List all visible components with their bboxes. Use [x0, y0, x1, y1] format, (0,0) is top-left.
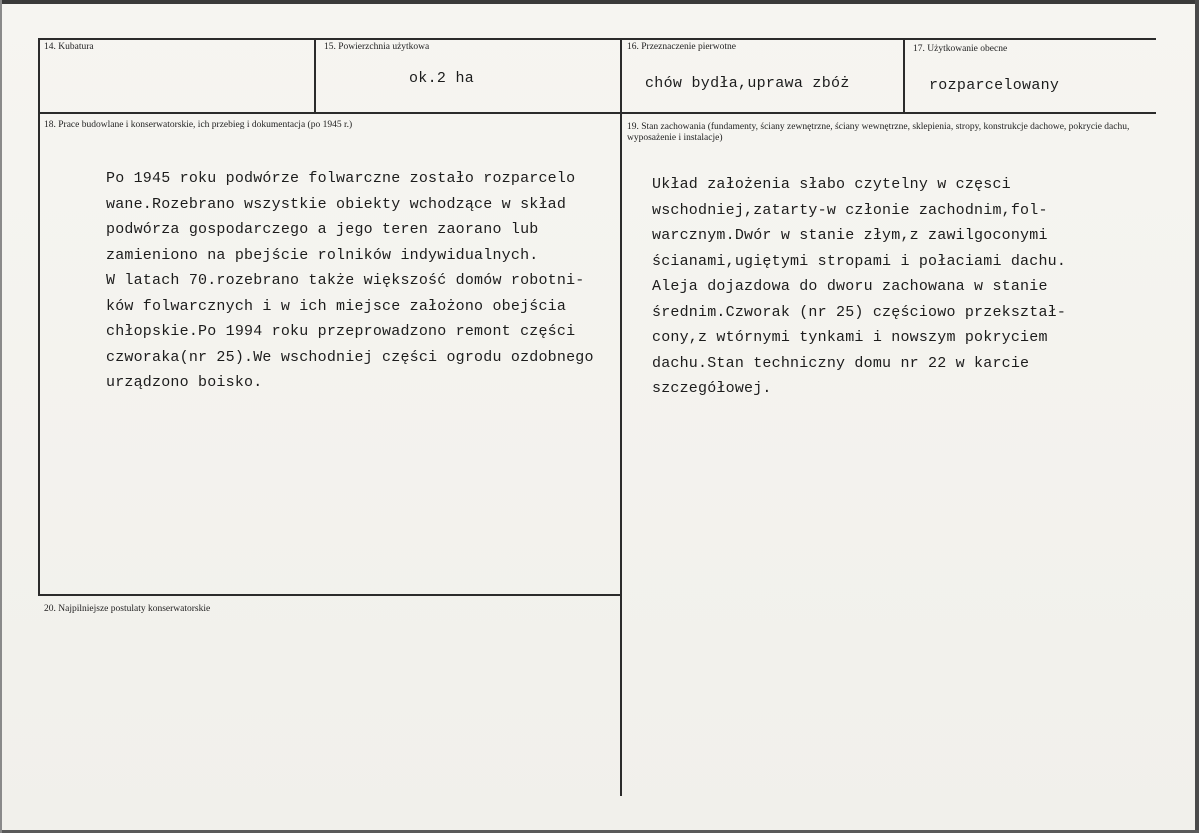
- field-19-text: [652, 172, 1066, 402]
- text-line: W latach 70.rozebrano także większość domów robotni-: [106, 272, 585, 289]
- field-14-label: 14. Kubatura: [44, 42, 94, 52]
- text-line: Aleja dojazdowa do dworu zachowana w stanie: [652, 278, 1048, 295]
- text-line: wschodniej,zatarty-w członie zachodnim,fol-: [652, 201, 1048, 219]
- field-19-label: 19. Stan zachowania (fundamenty, ściany zewnętrzne, ściany wewnętrzne, sklepienia, stropy, konstrukcje dachowe, pokrycie dachu, wyposażenie i instalacje): [627, 122, 1130, 143]
- rule-row2-bottom: [38, 594, 622, 596]
- rule-row1-bottom: [38, 112, 1156, 114]
- page-edge-left: [0, 0, 2, 833]
- field-15-value: ok.2 ha: [409, 70, 475, 87]
- field-17-label: 17. Użytkowanie obecne: [913, 44, 1008, 54]
- text-line: wane.Rozebrano wszystkie obiekty wchodzące w skład: [106, 195, 567, 213]
- text-line: średnim.Czworak (nr 25) częściowo przekształ-: [652, 303, 1067, 321]
- text-line: dachu.Stan techniczny domu nr 22 w karcie: [652, 354, 1030, 372]
- page-edge-top: [0, 0, 1199, 4]
- field-18-text: [106, 166, 594, 396]
- field-16-value: chów bydła,uprawa zbóż: [645, 75, 850, 92]
- field-18-label: 18. Prace budowlane i konserwatorskie, ich przebieg i dokumentacja (po 1945 r.): [44, 120, 353, 130]
- text-line: szczegółowej.: [652, 380, 772, 397]
- rule-col-mid: [620, 38, 622, 796]
- text-line: warcznym.Dwór w stanie złym,z zawilgoconymi: [652, 227, 1048, 244]
- field-16-label: 16. Przeznaczenie pierwotne: [627, 42, 736, 52]
- text-line: czworaka(nr 25).We wschodniej części ogrodu ozdobnego: [106, 348, 594, 366]
- rule-top: [38, 38, 1156, 40]
- text-line: ścianami,ugiętymi stropami i połaciami dachu.: [652, 252, 1067, 270]
- text-line: chłopskie.Po 1994 roku przeprowadzono remont części: [106, 323, 576, 340]
- text-line: zamieniono na pbejście rolników indywidualnych.: [106, 246, 539, 264]
- rule-left: [38, 38, 40, 596]
- field-15-label: 15. Powierzchnia użytkowa: [324, 42, 430, 52]
- rule-col1: [314, 38, 316, 114]
- page-edge-right: [1195, 0, 1199, 833]
- field-17-value: rozparcelowany: [929, 77, 1060, 94]
- text-line: podwórza gospodarczego a jego teren zaorano lub: [106, 221, 539, 238]
- text-line: Po 1945 roku podwórze folwarczne zostało rozparcelo: [106, 170, 576, 187]
- field-20-label: 20. Najpilniejsze postulaty konserwatorskie: [44, 604, 211, 614]
- text-line: urządzono boisko.: [106, 374, 263, 391]
- text-line: cony,z wtórnymi tynkami i nowszym pokryciem: [652, 329, 1048, 346]
- text-line: Układ założenia słabo czytelny w częsci: [652, 176, 1011, 193]
- text-line: ków folwarcznych i w ich miejsce założono obejścia: [106, 297, 567, 315]
- rule-col3: [903, 38, 905, 114]
